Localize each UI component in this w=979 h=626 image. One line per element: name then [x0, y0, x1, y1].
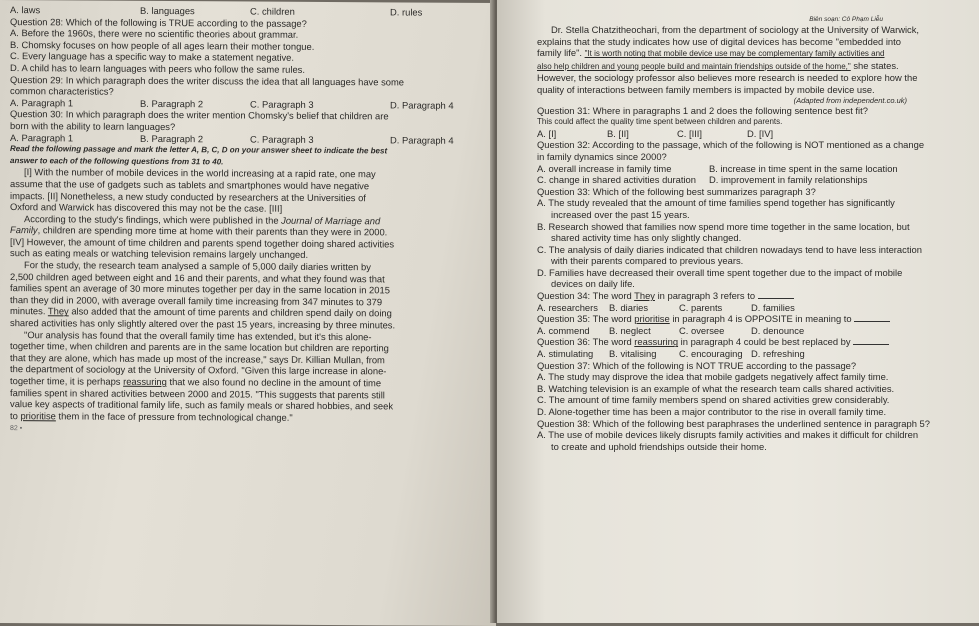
q35-option-c: C. oversee — [679, 324, 725, 336]
answer-blank — [758, 298, 794, 299]
q33-option-d-cont: devices on daily life. — [551, 278, 635, 290]
q37-option-d: D. Alone-together time has been a major contributor to the rise in overall family time. — [537, 406, 887, 417]
q35-option-b: B. neglect — [609, 324, 651, 336]
q28-option-d: D. A child has to learn languages with peers who follow the same rules. — [10, 62, 305, 75]
passage-line — [537, 60, 967, 73]
q36-option-d: D. refreshing — [751, 348, 805, 360]
passage-line: families spent in shared activities between 2000 and 2015. "This suggests that parents still — [10, 386, 385, 400]
passage-text: family life". — [537, 47, 585, 59]
passage-line: assume that the use of gadgets such as tablets and smartphones would have negative — [10, 177, 370, 192]
reading-instruction-1: Read the following passage and mark the letter A, B, C, D on your answer sheet to indicate the best — [10, 144, 388, 156]
q31-option-b: B. [II] — [607, 127, 629, 139]
q38-option-a-cont: to create and uphold friendships outside their home. — [551, 440, 767, 452]
q29-option-a: A. Paragraph 1 — [10, 96, 74, 109]
q37-option-a: A. The study may disprove the idea that mobile gadgets negatively affect family time. — [537, 371, 889, 383]
q34-stem-text-2: in paragraph 3 refers to — [654, 290, 756, 302]
journal-name: Journal of Marriage and — [281, 214, 381, 227]
q34-stem-text: Question 34: The word — [537, 290, 635, 302]
passage-text: them in the face of pressure from technological change." — [55, 410, 293, 423]
q35-stem-text-2: in paragraph 4 is OPPOSITE in meaning to — [669, 313, 852, 325]
q35-stem — [537, 313, 967, 325]
q32-option-a: A. overall increase in family time — [537, 162, 672, 174]
passage-paragraph-1 — [10, 166, 482, 215]
q32-option-b: B. increase in time spent in the same location — [709, 162, 898, 174]
source-attribution: (Adapted from independent.co.uk) — [793, 95, 907, 105]
answer-blank — [853, 344, 889, 345]
passage-text: minutes. — [10, 305, 48, 317]
q32-option-c: C. change in shared activities duration — [537, 174, 696, 186]
q32-options-row-1 — [537, 163, 967, 175]
underlined-sentence: "It is worth noting that mobile device use may be complementary family activities and — [584, 49, 885, 59]
q32-stem-2: in family dynamics since 2000? — [537, 150, 667, 162]
q33-stem: Question 33: Which of the following best summarizes paragraph 3? — [537, 185, 816, 197]
q33-option-d: D. Families have decreased their overall time spent together due to the impact of mobile — [537, 266, 903, 278]
q29-option-c: C. Paragraph 3 — [250, 98, 314, 110]
q28-stem: Question 28: Which of the following is TRUE according to the passage? — [10, 15, 307, 29]
q30-option-b: B. Paragraph 2 — [140, 132, 204, 144]
q34-options — [537, 302, 967, 314]
passage-line: impacts. [II] Nonetheless, a new study conducted by researchers at the Universities of — [10, 189, 366, 203]
q37-option-b: B. Watching television is an example of what the research team calls shared activities. — [537, 382, 895, 394]
q31-option-d: D. [IV] — [747, 127, 774, 139]
q36-options — [537, 348, 967, 360]
journal-name-cont: Family — [10, 224, 38, 236]
q34-option-d: D. families — [751, 301, 795, 313]
passage-paragraph-3 — [10, 259, 482, 331]
passage-text: that we also found no decline in the amount of time — [166, 376, 382, 389]
passage-paragraph-2 — [10, 213, 482, 262]
passage-line: "Our analysis has found that the overall family time has extended, but it's this alone- — [24, 328, 372, 342]
passage-line: than they did in 2000, with average overall family time increasing from 347 minutes to 379 — [10, 293, 383, 308]
q36-stem — [537, 336, 967, 348]
q35-option-d: D. denounce — [751, 324, 805, 336]
q36-stem-text-2: in paragraph 4 could be best replaced by — [678, 336, 851, 348]
passage-text: also added that the amount of time parents and children spend daily on doing — [68, 305, 392, 319]
page-number-text: 82 — [10, 425, 18, 433]
q28-option-c: C. Every language has a specific way to make a statement negative. — [10, 50, 295, 64]
passage-line — [10, 410, 482, 424]
q29-option-b: B. Paragraph 2 — [140, 97, 204, 109]
passage-line: Oxford and Warwick has discovered this may not be the case. [III] — [10, 201, 283, 214]
q31-stem-2: This could affect the quality time spent between children and parents. — [537, 117, 783, 127]
q32-option-d: D. improvement in family relationships — [709, 174, 868, 186]
q34-word: They — [634, 290, 655, 302]
q38-stem: Question 38: Which of the following best paraphrases the underlined sentence in paragraph 5? — [537, 417, 930, 429]
passage-line: that they are alone, which has made up most of the increase," says Dr. Killian Mullan, from — [10, 351, 385, 366]
q35-options — [537, 325, 967, 337]
q28-option-a: A. Before the 1960s, there were no scientific theories about grammar. — [10, 27, 299, 41]
q33-option-c: C. The analysis of daily diaries indicated that children nowadays tend to have less interaction — [537, 243, 922, 255]
passage-line — [537, 47, 967, 60]
q31-stem-1: Question 31: Where in paragraphs 1 and 2 does the following sentence best fit? — [537, 104, 868, 116]
q34-option-a: A. researchers — [537, 301, 598, 313]
q33-option-c-cont: with their parents compared to previous years. — [551, 255, 744, 267]
q32-options-row-2 — [537, 174, 967, 186]
q33-option-a-cont: increased over the past 15 years. — [551, 208, 690, 220]
passage-line: such as eating meals or watching television remains largely unchanged. — [10, 247, 309, 261]
q35-option-a: A. commend — [537, 324, 590, 336]
q36-option-c: C. encouraging — [679, 348, 743, 360]
q30-option-d: D. Paragraph 4 — [390, 133, 454, 146]
q28-option-b: B. Chomsky focuses on how people of all ages learn their mother tongue. — [10, 38, 315, 52]
passage-line: families spent an average of 30 more minutes together per day in the same location in 2015 — [10, 282, 390, 296]
q30-stem-2: born with the ability to learn languages? — [10, 119, 176, 133]
reading-instruction-2: answer to each of the following questions from 31 to 40. — [10, 155, 224, 167]
q27-option-c: C. children — [250, 5, 295, 17]
passage-text: she states. — [850, 59, 899, 71]
q31-option-c: C. [III] — [677, 127, 703, 139]
passage-line: [IV] However, the amount of time children and parents spend together doing shared activities — [10, 235, 395, 250]
q33-option-b: B. Research showed that families now spend more time together in the same location, but — [537, 220, 910, 232]
passage-line: shared activities has only slightly altered over the past 15 years, increasing by three minutes. — [10, 317, 396, 331]
q36-option-b: B. vitalising — [609, 348, 657, 360]
q32-stem-1: Question 32: According to the passage, which of the following is NOT mentioned as a change — [537, 139, 925, 151]
q38-option-a: A. The use of mobile devices likely disrupts family activities and makes it difficult for children — [537, 429, 919, 441]
passage-line: 2,500 children aged between eight and 16 and their parents, and what they found was that — [10, 270, 385, 285]
q27-option-a: A. laws — [10, 4, 41, 16]
passage-line: the department of sociology at the University of Oxford. "Given this large increase in alone- — [10, 363, 387, 377]
q30-stem-1: Question 30: In which paragraph does the writer mention Chomsky's belief that children are — [10, 108, 389, 122]
q29-option-d: D. Paragraph 4 — [390, 99, 454, 111]
q30-option-c: C. Paragraph 3 — [250, 133, 314, 145]
underlined-word-they: They — [47, 305, 69, 317]
passage-paragraph-4 — [10, 329, 482, 425]
q29-stem-2: common characteristics? — [10, 85, 114, 97]
q34-option-c: C. parents — [679, 301, 723, 313]
passage-text: together time, it is perhaps — [10, 375, 124, 387]
q36-stem-text: Question 36: The word — [537, 336, 635, 348]
q35-word: prioritise — [634, 313, 670, 325]
underlined-word-reassuring: reassuring — [123, 375, 167, 388]
right-page — [497, 0, 979, 623]
passage-line: together time, when children and parents are in the same location but children are reporting — [10, 340, 389, 354]
underlined-word-prioritise: prioritise — [20, 409, 56, 422]
q31-option-a: A. [I] — [537, 127, 557, 139]
passage-line: However, the sociology professor also believes more research is needed to explore how the — [537, 72, 918, 84]
author-credit: Biên soạn: Cô Phạm Liễu — [809, 16, 883, 23]
q31-options — [537, 128, 967, 140]
q36-option-a: A. stimulating — [537, 348, 594, 360]
q37-option-c: C. The amount of time family members spend on shared activities grew considerably. — [537, 394, 890, 406]
q33-option-a: A. The study revealed that the amount of time families spend together has significantly — [537, 197, 895, 209]
q27-option-d: D. rules — [390, 6, 423, 18]
passage-line: explains that the study indicates how use of digital devices has become "embedded into — [537, 35, 901, 47]
passage-line: Dr. Stella Chatzitheochari, from the department of sociology at the University of Warwick, — [551, 24, 920, 35]
q37-stem: Question 37: Which of the following is NOT TRUE according to the passage? — [537, 359, 857, 371]
q35-stem-text: Question 35: The word — [537, 313, 635, 325]
passage-line: quality of interactions between family members is impacted by mobile device use. — [537, 83, 875, 95]
page-number: 82 • — [10, 425, 23, 433]
q29-stem-1: Question 29: In which paragraph does the writer discuss the idea that all languages have some — [10, 73, 404, 88]
q34-stem — [537, 290, 967, 302]
passage-line: For the study, the research team analysed a sample of 5,000 daily diaries written by — [24, 259, 371, 273]
passage-text: According to the study's findings, which were published in the — [24, 212, 282, 226]
underlined-sentence-cont: also help children and young people build and maintain friendships outside of the home," — [537, 61, 851, 71]
q30-option-a: A. Paragraph 1 — [10, 131, 74, 143]
passage-text: , children are spending more time at home with their parents than they were in 2000. — [37, 224, 388, 238]
passage-line: [I] With the number of mobile devices in the world increasing at a rapid rate, one may — [24, 166, 376, 180]
passage-line: value key aspects of traditional family life, such as family meals or shared hobbies, and seek — [10, 398, 394, 412]
passage-paragraph-5 — [537, 24, 967, 96]
q27-option-b: B. languages — [140, 4, 195, 17]
q33-option-b-cont: shared activity time has only slightly changed. — [551, 232, 742, 244]
passage-text: to — [10, 409, 21, 421]
q36-word: reassuring — [634, 336, 679, 348]
q34-option-b: B. diaries — [609, 301, 649, 313]
answer-blank — [854, 321, 890, 322]
